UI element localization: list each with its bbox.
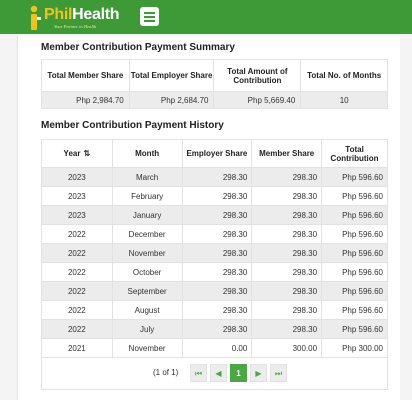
- row-year: 2022: [42, 320, 113, 339]
- table-row: [42, 263, 388, 282]
- row-year: 2023: [42, 187, 113, 206]
- row-employer-share: 298.30: [182, 263, 252, 282]
- logo-wordmark: PhilHealth: [44, 6, 120, 23]
- row-employer-share: 298.30: [182, 301, 252, 320]
- column-header-month: Month: [112, 140, 182, 168]
- philhealth-logo[interactable]: [28, 4, 118, 32]
- row-year: 2022: [42, 244, 113, 263]
- row-year: 2021: [42, 339, 113, 358]
- row-total-contribution: Php 596.60: [322, 244, 388, 263]
- row-member-share: 298.30: [252, 263, 322, 282]
- row-year: 2022: [42, 263, 113, 282]
- row-month: February: [112, 187, 182, 206]
- row-year: 2023: [42, 206, 113, 225]
- table-row: [42, 339, 388, 358]
- row-member-share: 298.30: [252, 301, 322, 320]
- row-employer-share: 298.30: [182, 282, 252, 301]
- app-header: [0, 0, 412, 34]
- history-title: Member Contribution Payment History: [41, 120, 224, 131]
- page-button-1[interactable]: 1: [230, 364, 247, 382]
- row-member-share: 298.30: [252, 244, 322, 263]
- summary-member-share: Php 2,984.70: [42, 92, 130, 109]
- row-member-share: 298.30: [252, 206, 322, 225]
- row-total-contribution: Php 596.60: [322, 225, 388, 244]
- row-member-share: 298.30: [252, 282, 322, 301]
- summary-header-employer-share: Total Employer Share: [129, 60, 214, 92]
- table-row: [42, 187, 388, 206]
- first-page-icon[interactable]: ⏮: [190, 364, 207, 382]
- prev-page-icon[interactable]: ◀: [210, 364, 227, 382]
- column-header-member-share: Member Share: [252, 140, 322, 168]
- last-page-icon[interactable]: ⏭: [270, 364, 287, 382]
- row-member-share: 298.30: [252, 187, 322, 206]
- row-total-contribution: Php 596.60: [322, 187, 388, 206]
- row-month: January: [112, 206, 182, 225]
- row-month: November: [112, 244, 182, 263]
- row-employer-share: 298.30: [182, 187, 252, 206]
- row-month: August: [112, 301, 182, 320]
- row-total-contribution: Php 596.60: [322, 206, 388, 225]
- summary-employer-share: Php 2,684.70: [129, 92, 214, 109]
- summary-header-total-amount: Total Amount of Contribution: [214, 60, 301, 92]
- row-member-share: 298.30: [252, 168, 322, 187]
- row-month: September: [112, 282, 182, 301]
- hamburger-menu-icon[interactable]: [140, 7, 159, 26]
- row-month: November: [112, 339, 182, 358]
- row-year: 2022: [42, 282, 113, 301]
- row-year: 2022: [42, 225, 113, 244]
- table-row: [42, 168, 388, 187]
- summary-table: [41, 59, 388, 109]
- row-year: 2023: [42, 168, 113, 187]
- row-employer-share: 0.00: [182, 339, 252, 358]
- summary-total-amount: Php 5,669.40: [214, 92, 301, 109]
- row-year: 2022: [42, 301, 113, 320]
- table-row: [42, 244, 388, 263]
- row-total-contribution: Php 596.60: [322, 263, 388, 282]
- row-month: March: [112, 168, 182, 187]
- sort-icon[interactable]: ⇅: [83, 149, 91, 158]
- summary-title: Member Contribution Payment Summary: [41, 42, 235, 53]
- table-row: [42, 320, 388, 339]
- row-month: December: [112, 225, 182, 244]
- row-total-contribution: Php 596.60: [322, 301, 388, 320]
- row-total-contribution: Php 596.60: [322, 168, 388, 187]
- table-row: [42, 301, 388, 320]
- row-month: July: [112, 320, 182, 339]
- row-member-share: 298.30: [252, 320, 322, 339]
- table-row: [42, 206, 388, 225]
- row-employer-share: 298.30: [182, 206, 252, 225]
- history-table: [41, 139, 388, 390]
- logo-tagline: Your Partner in Health: [54, 24, 97, 29]
- row-member-share: 298.30: [252, 225, 322, 244]
- row-total-contribution: Php 300.00: [322, 339, 388, 358]
- philhealth-logo-mark-icon: [28, 5, 42, 31]
- row-total-contribution: Php 596.60: [322, 282, 388, 301]
- row-employer-share: 298.30: [182, 225, 252, 244]
- row-total-contribution: Php 596.60: [322, 320, 388, 339]
- row-employer-share: 298.30: [182, 320, 252, 339]
- summary-header-months: Total No. of Months: [301, 60, 388, 92]
- summary-months: 10: [301, 92, 388, 109]
- page-count-label: (1 of 1): [153, 368, 179, 377]
- summary-header-member-share: Total Member Share: [42, 60, 130, 92]
- column-header-total-contribution: Total Contribution: [322, 140, 388, 168]
- next-page-icon[interactable]: ▶: [250, 364, 267, 382]
- table-row: [42, 225, 388, 244]
- column-header-employer-share: Employer Share: [182, 140, 252, 168]
- table-row: [42, 282, 388, 301]
- row-employer-share: 298.30: [182, 244, 252, 263]
- row-employer-share: 298.30: [182, 168, 252, 187]
- column-header-year[interactable]: Year ⇅: [42, 140, 113, 168]
- row-month: October: [112, 263, 182, 282]
- row-member-share: 300.00: [252, 339, 322, 358]
